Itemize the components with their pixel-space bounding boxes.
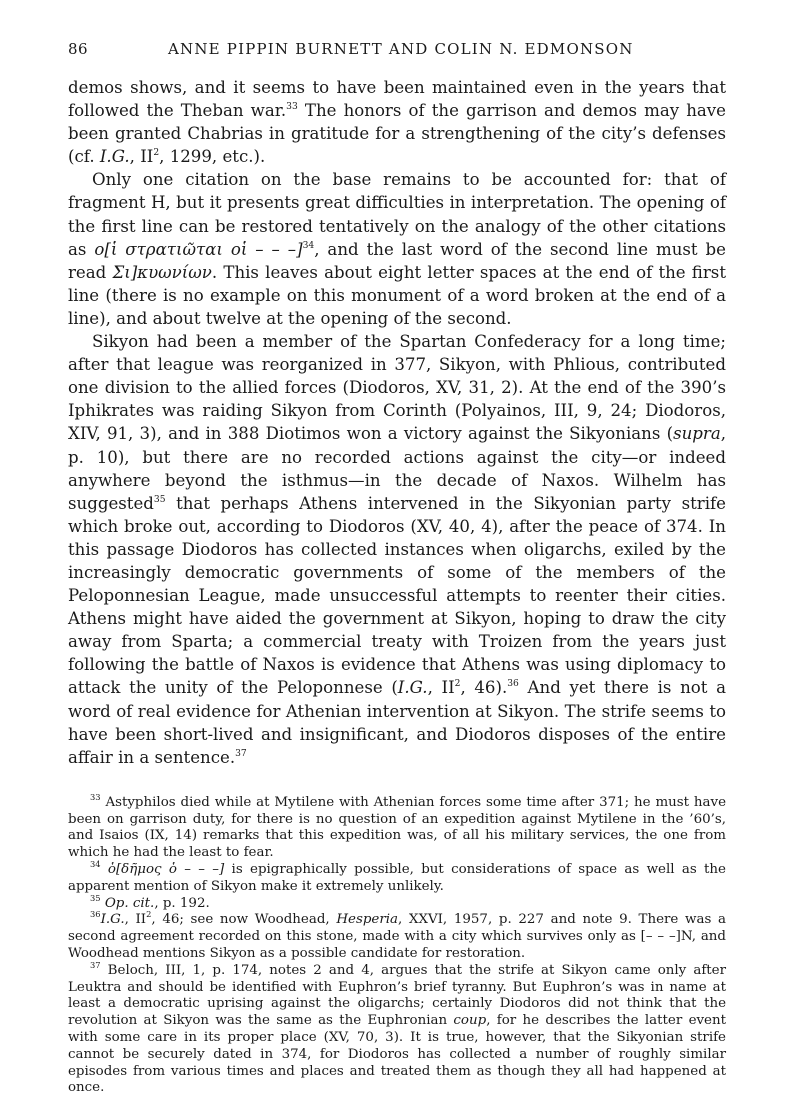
- citation-italic: I.G.: [397, 678, 428, 698]
- greek-restoration: ο[ἱ στρατιῶται οἱ – – –]: [94, 239, 303, 259]
- superscript: 2: [454, 679, 461, 690]
- footnote-33: [68, 791, 726, 862]
- text-run: Sikyon had been a member of the Spartan Confederacy for a long time; after that league was reorganized in 377, Sikyon, with Phlious, contributed one division to the allied forces (Diodoros, XV, 31, 2). At the end of the 390’s Iphikrates was raiding Sikyon from Corinth (Polyainos, III, 9, 24; Diodoros, XIV, 91, 3), and in 388 Diotimos won a victory against the Sikyonians (: [68, 332, 726, 444]
- text-run: that perhaps Athens intervened in the Sikyonian party strife which broke out, according to Diodoros (XV, 40, 4), after the peace of 374. In this passage Diodoros has collected instances when oligarchs, exiled by the increasingly democratic governments of some of the members of the Peloponnesian League, made unsuccessful attempts to reenter their cities. Athens might have aided the government at Sikyon, hoping to draw the city away from Sparta; a commercial treaty with Troizen from the years just following the battle of Naxos is evidence that Athens was using diplomacy to attack the unity of the Peloponnese (: [68, 493, 726, 698]
- journal-title: Hesperia: [336, 912, 398, 928]
- italic-word: supra: [673, 424, 721, 444]
- text-run: The honors of the garrison and demos may have been granted Chabrias in gratitude for a strengthening of the city’s defenses (cf.: [68, 101, 727, 167]
- page-number: 86: [68, 40, 89, 58]
- greek-restoration: ὁ[δῆμος ὁ – – –]: [107, 862, 225, 877]
- text-run: . This leaves about eight letter spaces at the end of the first line (there is no example on this monument of a word broken at the end of a line), and about twelve at the opening of the second.: [68, 262, 726, 328]
- superscript: 2: [153, 148, 160, 159]
- running-title: ANNE PIPPIN BURNETT AND COLIN N. EDMONSON: [168, 40, 634, 58]
- text-run: , 46).: [460, 678, 508, 698]
- paragraph-3: [68, 330, 726, 769]
- italic-citation: Op. cit.: [104, 895, 155, 911]
- footnote-text: , p. 192.: [154, 895, 210, 911]
- footnote-number: 36: [90, 909, 101, 920]
- footnote-text: Astyphilos died while at Mytilene with Athenian forces some time after 371; he must have been on garrison duty, for there is no question of an expedition against Mytilene in the ’60’s, and Isaios (IX, 14) remarks that this expedition was, of all his military services, the one from which he had the least to fear.: [68, 794, 726, 861]
- footnote-ref: 33: [286, 102, 298, 113]
- footnotes: [68, 791, 727, 1097]
- footnote-ref: 34: [302, 240, 315, 251]
- superscript: 2: [146, 909, 152, 920]
- footnote-number: 34: [90, 858, 101, 869]
- text-run: , p. 10), but there are no recorded actions against the city—or indeed anywhere beyond the isthmus—in the decade of Naxos. Wilhelm has suggested: [68, 424, 726, 513]
- body-text: [68, 76, 726, 769]
- footnote-number: 33: [90, 791, 101, 802]
- footnote-text: , 46; see now Woodhead,: [151, 912, 337, 928]
- footnote-36: [68, 909, 727, 962]
- running-header: [68, 40, 726, 64]
- text-run: And yet there is not a word of real evidence for Athenian intervention at Sikyon. The strife seems to have been short-lived and insignificant, and Diodoros disposes of the entire affair in a sentence.: [68, 678, 726, 767]
- greek-word: Σι]κυωνίων: [112, 262, 212, 282]
- text-run: , II: [427, 678, 455, 698]
- citation-italic: I.G.: [100, 912, 125, 928]
- text-run: , and the last word of the second line must be read: [68, 239, 726, 282]
- footnote-text: Beloch, III, 1, p. 174, notes 2 and 4, argues that the strife at Sikyon came only after Leuktra and should be identified with Euphron’s brief tyranny. But Euphron’s was in name at least a democratic uprising against the oligarchs; certainly Diodoros did not think that the revolution at Sikyon was the same as the Euphronian: [68, 962, 726, 1029]
- footnote-ref: 35: [153, 494, 166, 505]
- footnote-number: 37: [90, 959, 101, 970]
- footnote-text: is epigraphically possible, but considerations of space as well as the apparent mention of Sikyon make it extremely unlikely.: [68, 862, 726, 894]
- footnote-text: , II: [124, 912, 147, 928]
- text-run: , 1299, etc.).: [159, 147, 266, 167]
- footnote-text: , XXVI, 1957, p. 227 and note 9. There was a second agreement recorded on this stone, made with a city which survives only as [– – –]N, and Woodhead mentions Sikyon as a possible candidate for restoration.: [68, 912, 727, 961]
- paragraph-2: [68, 168, 726, 330]
- text-run: , II: [129, 147, 154, 167]
- paragraph-1: [68, 76, 726, 168]
- footnote-35: [68, 892, 726, 913]
- text-run: demos shows, and it seems to have been maintained even in the years that followed the Theban war.: [68, 78, 726, 121]
- footnote-number: 35: [90, 892, 101, 903]
- footnote-34: [68, 858, 726, 896]
- footnote-37: [68, 959, 726, 1097]
- italic-word: coup: [453, 1013, 487, 1029]
- footnote-ref: 36: [507, 679, 519, 690]
- footnote-ref: 37: [235, 748, 247, 759]
- citation-italic: I.G.: [99, 147, 130, 167]
- page: [68, 40, 726, 1097]
- footnote-text: , for he describes the latter event with some care in its proper place (XV, 70, 3). It is true, however, that the Sikyonian strife cannot be securely dated in 374, for Diodoros has collected a number of roughly similar episodes from various times and places and treated them as though they all had happened at once.: [68, 1013, 726, 1096]
- text-run: Only one citation on the base remains to be accounted for: that of fragment H, but it presents great difficulties in interpretation. The opening of the first line can be restored tentatively on the analogy of the other citations as: [68, 170, 726, 259]
